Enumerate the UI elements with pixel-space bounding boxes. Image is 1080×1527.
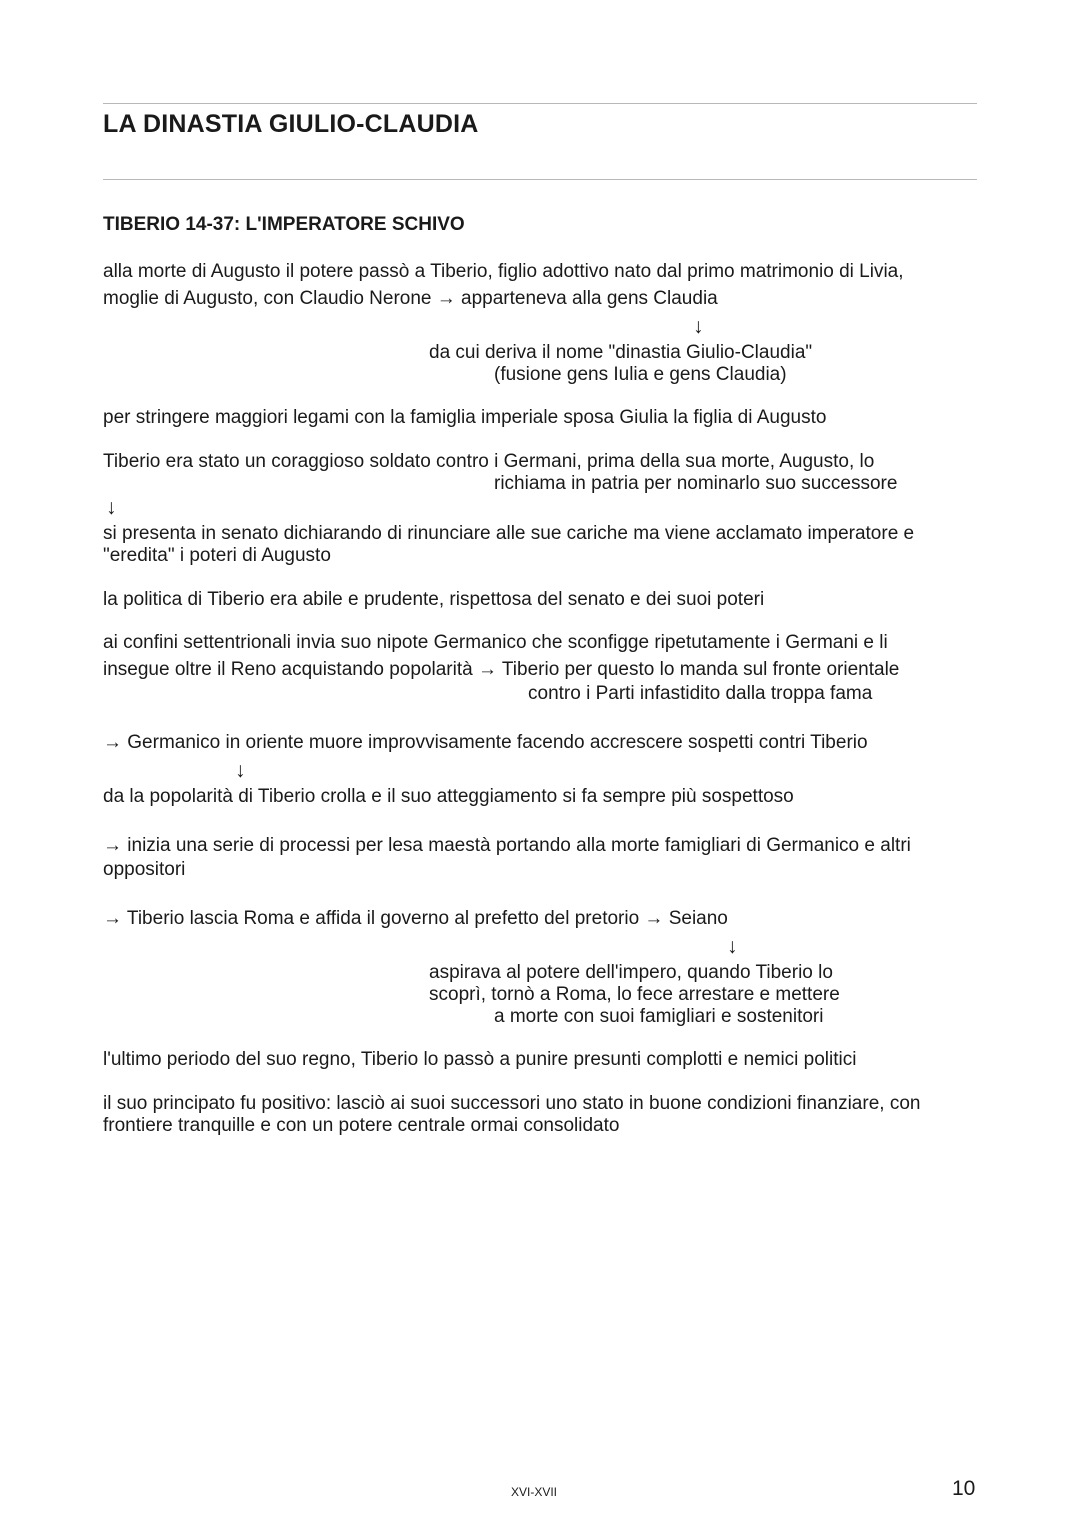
down-arrow-icon: ↓	[235, 759, 246, 782]
text-line: richiama in patria per nominarlo suo successore	[494, 473, 898, 494]
text-line: oppositori	[103, 859, 186, 880]
text-line: insegue oltre il Reno acquistando popolarità → Tiberio per questo lo manda sul fronte orientale	[103, 659, 900, 680]
text-line: si presenta in senato dichiarando di rinunciare alle sue cariche ma viene acclamato imperatore e	[103, 523, 915, 544]
text-line: → inizia una serie di processi per lesa maestà portando alla morte famigliari di Germanico e altri	[103, 835, 911, 856]
title-rule	[103, 179, 977, 180]
footer-range: XVI-XVII	[511, 1485, 558, 1499]
text-line: il suo principato fu positivo: lasciò ai suoi successori uno stato in buone condizioni finanziare, con	[103, 1093, 921, 1114]
text-line: a morte con suoi famigliari e sostenitori	[494, 1006, 824, 1027]
text-line: Tiberio era stato un coraggioso soldato contro i Germani, prima della sua morte, Augusto, lo	[103, 451, 875, 472]
down-arrow-icon: ↓	[727, 935, 738, 958]
text-line: l'ultimo periodo del suo regno, Tiberio lo passò a punire presunti complotti e nemici politici	[103, 1049, 857, 1070]
down-arrow-icon: ↓	[106, 496, 117, 519]
text-line: scoprì, tornò a Roma, lo fece arrestare e mettere	[429, 984, 840, 1005]
section-title: TIBERIO 14-37: L'IMPERATORE SCHIVO	[103, 214, 465, 235]
text-line: frontiere tranquille e con un potere centrale ormai consolidato	[103, 1115, 620, 1136]
text-line: → Germanico in oriente muore improvvisamente facendo accrescere sospetti contri Tiberio	[103, 732, 868, 753]
text-line: per stringere maggiori legami con la famiglia imperiale sposa Giulia la figlia di Augusto	[103, 407, 827, 428]
text-line: contro i Parti infastidito dalla troppa fama	[528, 683, 873, 704]
text-line: moglie di Augusto, con Claudio Nerone → apparteneva alla gens Claudia	[103, 288, 718, 309]
text-line: alla morte di Augusto il potere passò a Tiberio, figlio adottivo nato dal primo matrimonio di Livia,	[103, 261, 904, 282]
text-line: (fusione gens Iulia e gens Claudia)	[494, 364, 787, 385]
down-arrow-icon: ↓	[693, 315, 704, 338]
text-line: aspirava al potere dell'impero, quando Tiberio lo	[429, 962, 833, 983]
text-line: da cui deriva il nome "dinastia Giulio-Claudia"	[429, 342, 813, 363]
text-line: → Tiberio lascia Roma e affida il governo al prefetto del pretorio → Seiano	[103, 908, 728, 929]
text-line: "eredita" i poteri di Augusto	[103, 545, 331, 566]
text-line: ai confini settentrionali invia suo nipote Germanico che sconfigge ripetutamente i Germani e li	[103, 632, 888, 653]
page-number: 10	[952, 1477, 976, 1500]
page-title: LA DINASTIA GIULIO-CLAUDIA	[103, 110, 479, 138]
top-rule	[103, 103, 977, 104]
text-line: da la popolarità di Tiberio crolla e il suo atteggiamento si fa sempre più sospettoso	[103, 786, 794, 807]
text-line: la politica di Tiberio era abile e prudente, rispettosa del senato e dei suoi poteri	[103, 589, 765, 610]
